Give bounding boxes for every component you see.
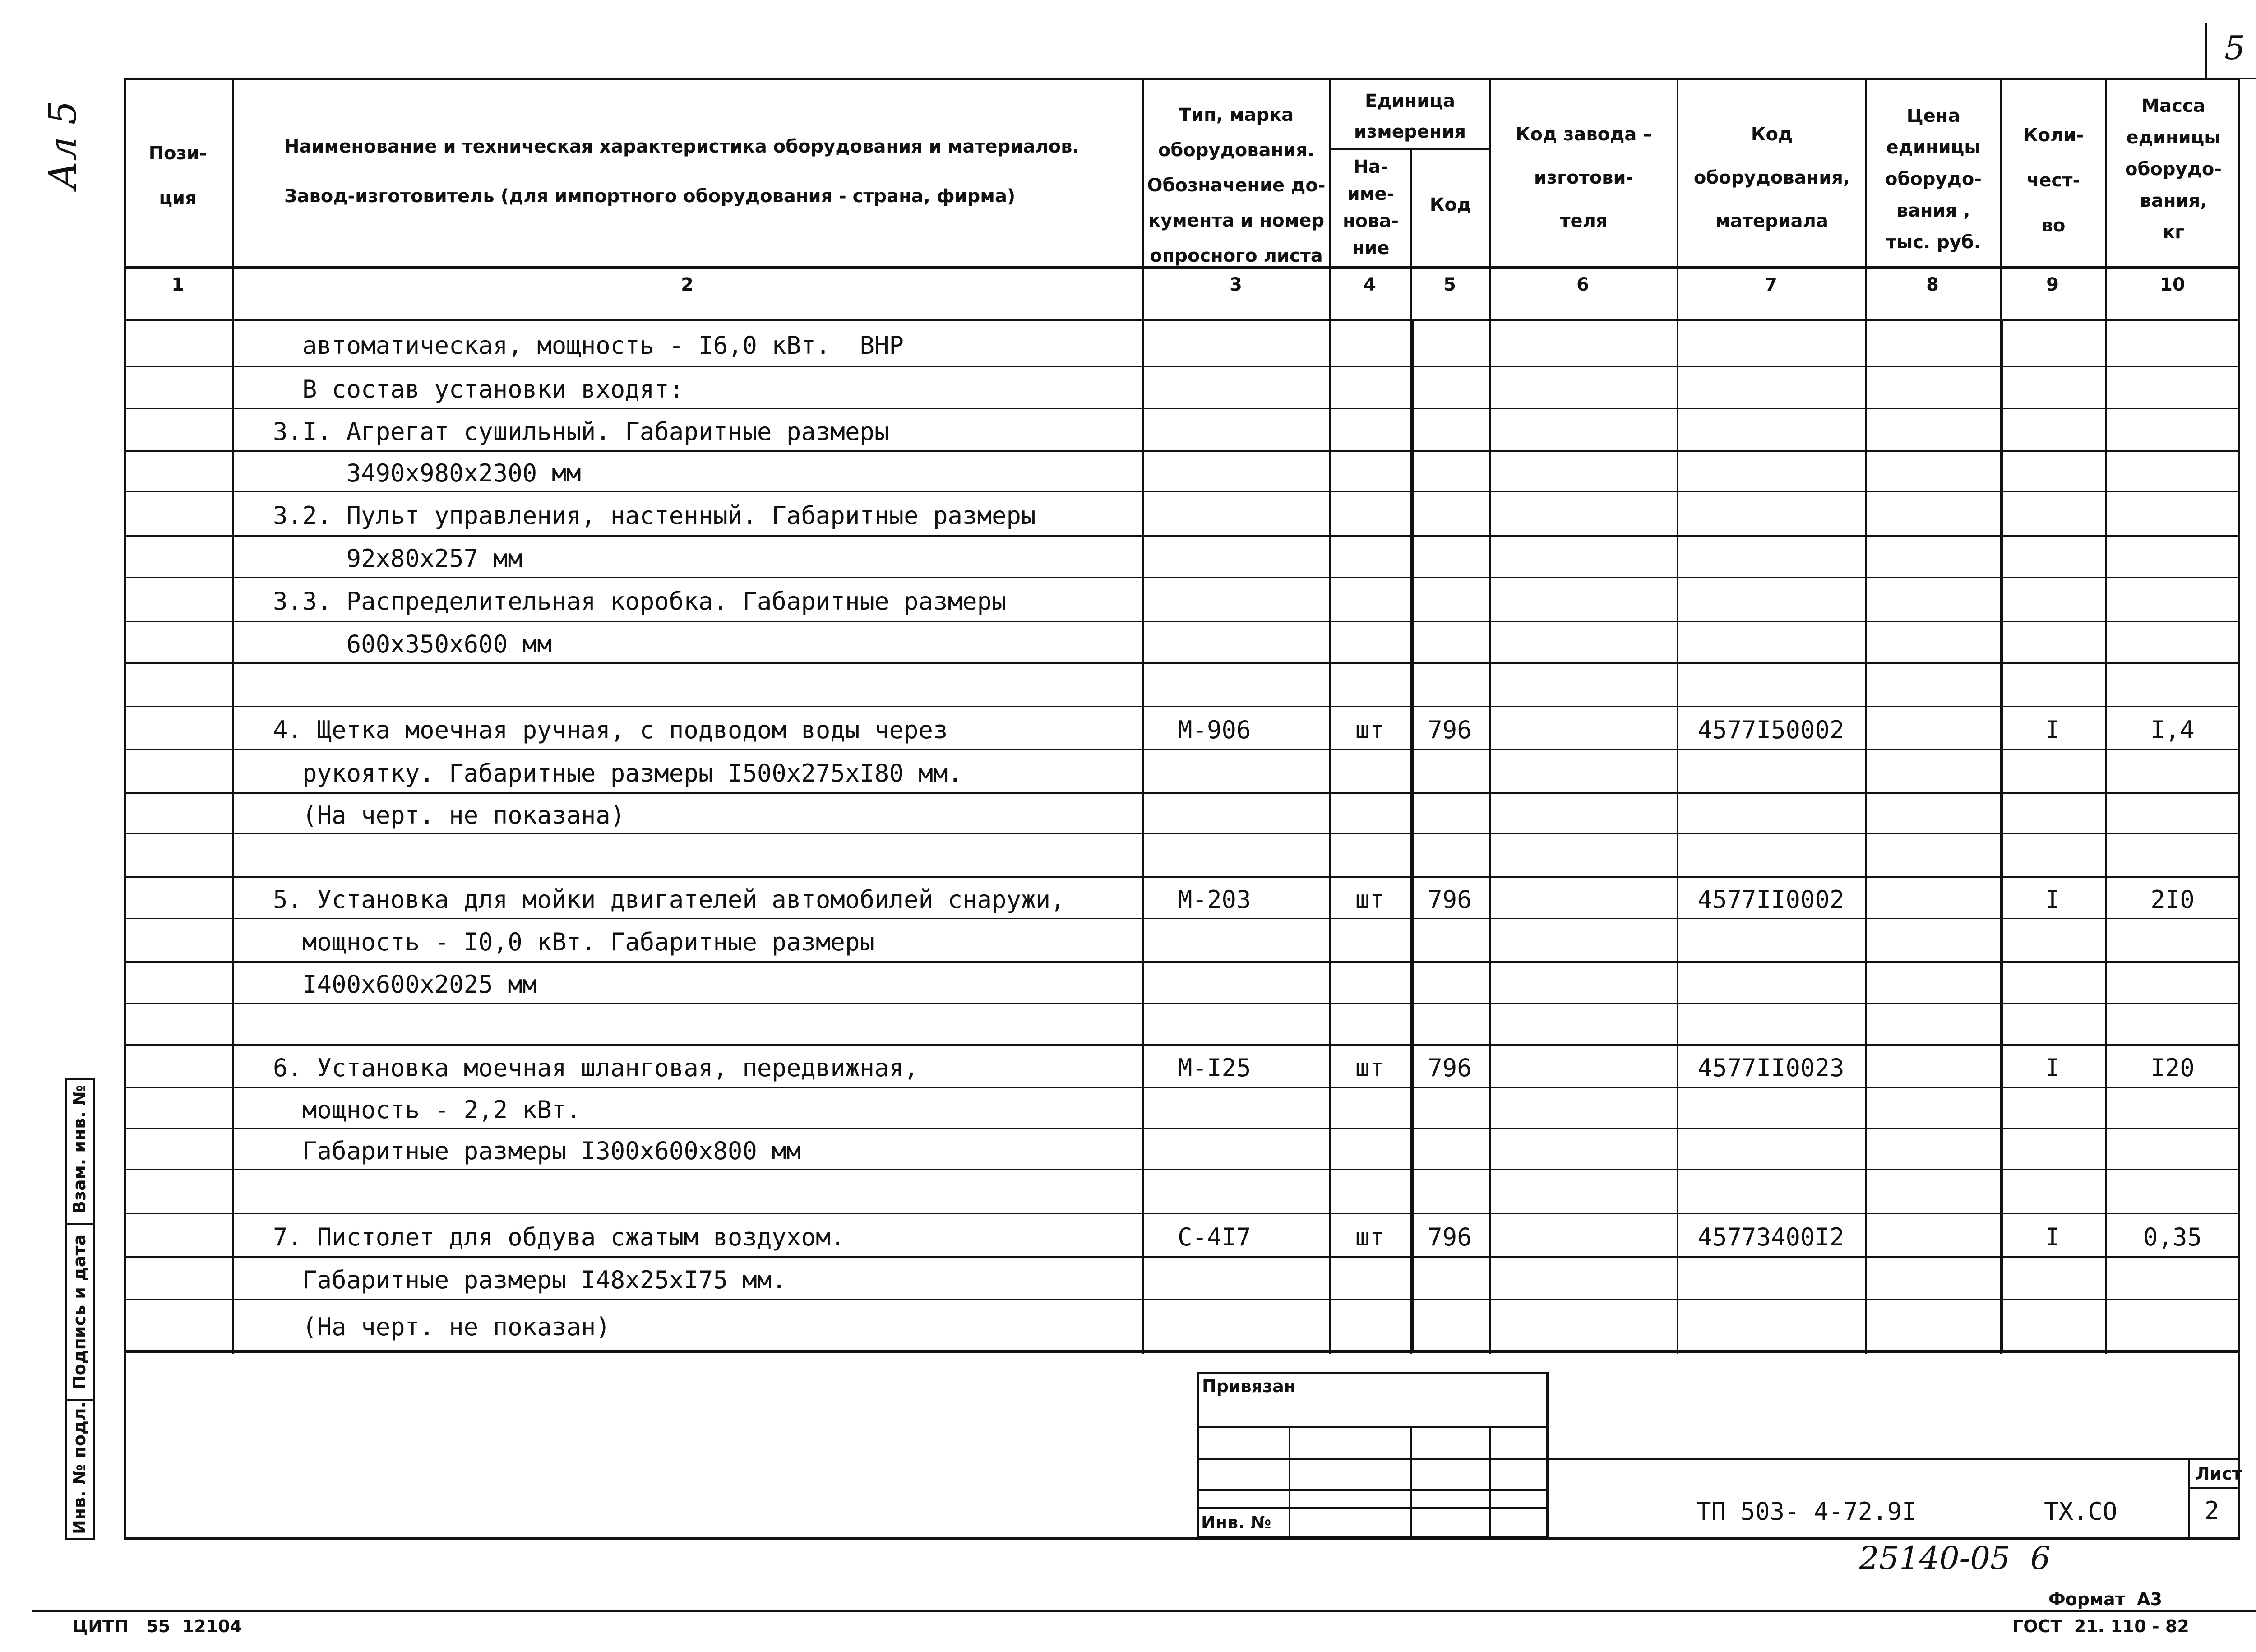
cell-unit: шт [1355, 716, 1385, 744]
cell-unit: шт [1355, 885, 1385, 914]
row-rule [124, 833, 2240, 834]
hdr-mass: Масса единицы оборудо- вания, кг [2125, 96, 2222, 243]
hdr-unit-code: Код [1429, 194, 1472, 215]
cell-type: М-203 [1178, 885, 1251, 914]
cell-equip: 4577II0002 [1697, 885, 1845, 914]
col-sep-7 [1865, 78, 1867, 1354]
hdr-unit-name: На- име- нова- ние [1342, 157, 1399, 259]
cell-name: мощность - 2,2 кВт. [244, 1096, 581, 1124]
col-sep-2 [1142, 78, 1144, 1354]
cell-name: (На черт. не показан) [244, 1313, 610, 1341]
side-label-inv-podl: Инв. № подл. [69, 1401, 89, 1534]
stamp-vline-1 [1289, 1426, 1290, 1539]
cell-name: рукоятку. Габаритные размеры I500х275хI80 мм. [244, 759, 963, 787]
colnum-7: 7 [1765, 274, 1777, 295]
colnum-9: 9 [2046, 274, 2059, 295]
row-rule [124, 1003, 2240, 1004]
cell-equip: 4577II0023 [1697, 1054, 1845, 1082]
cell-qty: I [2045, 716, 2060, 744]
row-rule [124, 1128, 2240, 1129]
stamp-line-3 [1197, 1489, 1549, 1491]
bold-line-b [2000, 319, 2003, 1352]
row-rule [124, 1044, 2240, 1046]
col-sep-6 [1677, 78, 1678, 1354]
hdr-equip-code: Код оборудования, материала [1693, 124, 1850, 231]
cell-mass: I20 [2150, 1054, 2195, 1082]
row-rule [124, 366, 2240, 367]
format-label: Формат А3 [2048, 1589, 2163, 1609]
cell-qty: I [2045, 1223, 2060, 1251]
cell-name: 600х350х600 мм [244, 630, 552, 658]
hdr-factory: Код завода – изготови- теля [1515, 124, 1652, 231]
side-label-vzam: Взам. инв. № [69, 1085, 89, 1214]
colnum-2: 2 [681, 274, 693, 295]
stamp-inv-no: Инв. № [1201, 1513, 1271, 1532]
col-sep-1 [232, 78, 234, 1354]
cell-type: М-I25 [1178, 1054, 1251, 1082]
sheet-code: ТХ.СО [2044, 1497, 2117, 1526]
cell-mass: 0,35 [2143, 1223, 2202, 1251]
cell-name: 6. Установка моечная шланговая, передвижная, [244, 1054, 919, 1082]
col-sep-9 [2105, 78, 2107, 1354]
footer-left: ЦИТП 55 12104 [72, 1616, 242, 1636]
list-value: 2 [2205, 1496, 2219, 1525]
colnum-10: 10 [2160, 274, 2185, 295]
hdr-type: Тип, марка оборудования. Обозначение до- кумента и номер опросного листа [1147, 105, 1326, 266]
cell-qty: I [2045, 1054, 2060, 1082]
cell-mass: I,4 [2150, 716, 2195, 744]
colnum-4: 4 [1364, 274, 1376, 295]
row-rule [124, 749, 2240, 750]
colnum-1: 1 [171, 274, 184, 295]
unit-subheader-line [1329, 148, 1491, 150]
hdr-qty: Коли- чест- во [2023, 125, 2084, 236]
bold-line-a [1410, 319, 1414, 1352]
cell-type: С-4I7 [1178, 1223, 1251, 1251]
cell-name: В состав установки входят: [244, 375, 684, 403]
row-rule [124, 918, 2240, 919]
cell-name: 3.2. Пульт управления, настенный. Габаритные размеры [244, 501, 1036, 530]
row-rule [124, 577, 2240, 578]
cell-equip: 4577I50002 [1697, 716, 1845, 744]
col-sep-3 [1329, 78, 1331, 1354]
side-label-podpis: Подпись и дата [69, 1234, 89, 1390]
cell-type: М-906 [1178, 716, 1251, 744]
list-box-left [2188, 1458, 2190, 1540]
row-rule [124, 450, 2240, 452]
cell-name: Габаритные размеры I48х25хI75 мм. [244, 1266, 786, 1294]
row-rule [124, 1213, 2240, 1214]
row-rule [124, 1299, 2240, 1300]
cell-name: I400х600х2025 мм [244, 970, 537, 999]
row-rule [124, 1256, 2240, 1258]
cell-qty: I [2045, 885, 2060, 914]
cell-equip: 45773400I2 [1697, 1223, 1845, 1251]
cell-name: (На черт. не показана) [244, 801, 625, 829]
col-sep-5 [1489, 78, 1491, 1354]
cell-name: 7. Пистолет для обдува сжатым воздухом. [244, 1223, 845, 1251]
cell-code: 796 [1428, 885, 1472, 914]
cell-name: 92х80х257 мм [244, 544, 522, 573]
page-frame-bottom [32, 1610, 2256, 1612]
colnum-6: 6 [1576, 274, 1589, 295]
cell-mass: 2I0 [2150, 885, 2195, 914]
cell-code: 796 [1428, 716, 1472, 744]
row-rule [124, 491, 2240, 492]
hdr-pos: Пози- ция [148, 143, 207, 209]
row-rule [124, 706, 2240, 707]
cell-name: 3.I. Агрегат сушильный. Габаритные размеры [244, 417, 889, 446]
side-mark: Ал 5 [41, 100, 85, 190]
cell-name: 4. Щетка моечная ручная, с подводом воды через [244, 716, 948, 744]
colnum-3: 3 [1230, 274, 1242, 295]
cell-name: 3490х980х2300 мм [244, 459, 581, 487]
cell-code: 796 [1428, 1223, 1472, 1251]
row-rule [124, 792, 2240, 794]
colnum-line [124, 319, 2240, 321]
side-strip-line-2 [65, 1399, 95, 1401]
row-rule [124, 876, 2240, 878]
stamp-line-1 [1197, 1426, 1549, 1428]
hdr-price: Цена единицы оборудо- вания , тыс. руб. [1885, 106, 1982, 253]
hdr-name: Наименование и техническая характеристика оборудования и материалов. Завод-изготовитель (для импортного оборудования - страна, фирма) [284, 136, 1079, 207]
stamp-line-2 [1197, 1458, 1549, 1460]
gost-label: ГОСТ 21. 110 - 82 [2012, 1616, 2189, 1636]
sheet-corner-number: 5 [2224, 29, 2245, 67]
side-strip-line-1 [65, 1223, 95, 1225]
title-block-top [1549, 1458, 2240, 1460]
stamp-privyazan: Привязан [1202, 1376, 1296, 1396]
cell-name: 5. Установка для мойки двигателей автомобилей снаружи, [244, 885, 1065, 914]
cell-unit: шт [1355, 1054, 1385, 1082]
stamp-vline-3 [1489, 1426, 1491, 1539]
row-rule [124, 408, 2240, 409]
row-rule [124, 662, 2240, 664]
hdr-unit: Единица измерения [1354, 91, 1466, 142]
stamp-line-4 [1197, 1507, 1549, 1509]
row-rule [124, 1087, 2240, 1088]
row-rule [124, 535, 2240, 537]
list-box-mid [2188, 1487, 2240, 1489]
stamp-vline-2 [1410, 1426, 1412, 1539]
row-rule [124, 1169, 2240, 1170]
row-rule [124, 621, 2240, 622]
colnum-8: 8 [1926, 274, 1939, 295]
cell-name: Габаритные размеры I300х600х800 мм [244, 1137, 801, 1165]
cell-code: 796 [1428, 1054, 1472, 1082]
list-label: Лист [2196, 1464, 2242, 1484]
row-rule [124, 961, 2240, 963]
cell-name: 3.3. Распределительная коробка. Габаритные размеры [244, 587, 1007, 615]
cell-name: автоматическая, мощность - I6,0 кВт. ВНР [244, 331, 904, 360]
colnum-5: 5 [1443, 274, 1456, 295]
corner-box-left [2205, 23, 2207, 79]
cell-name: мощность - I0,0 кВт. Габаритные размеры [244, 928, 874, 956]
cell-unit: шт [1355, 1223, 1385, 1251]
doc-code: ТП 503- 4-72.9I [1697, 1497, 1917, 1526]
body-bottom-line [124, 1350, 2240, 1353]
handwritten-number: 25140-05 6 [1859, 1540, 2051, 1577]
